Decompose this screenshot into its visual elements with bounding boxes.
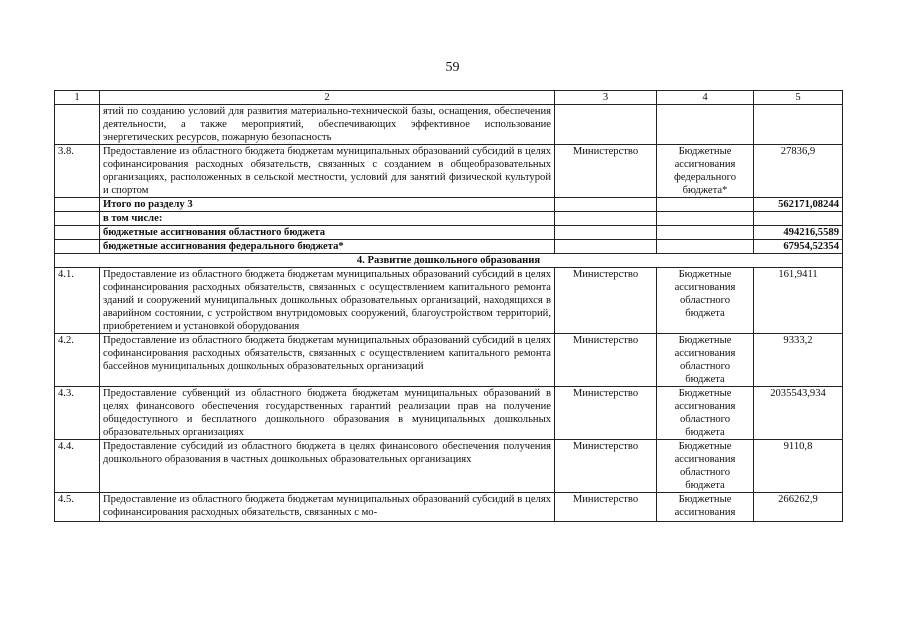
row-description: Предоставление из областного бюджета бюджетам муниципальных образований субсидий в целях софинансирования расходных обязательств, связанных с мо-: [100, 493, 555, 522]
row-funding-source: Бюджетные ассигнования областного бюджета: [657, 334, 754, 387]
budget-table: [54, 90, 843, 522]
column-header-row: [55, 91, 843, 105]
subtotal-regional-label: бюджетные ассигнования областного бюджета: [100, 226, 555, 240]
total-amount: 562171,08244: [754, 198, 843, 212]
row-organization: [555, 105, 657, 145]
table-row-4-1: [55, 268, 843, 334]
row-number: 4.4.: [55, 440, 100, 493]
row-amount: [754, 105, 843, 145]
column-header-3: 3: [555, 91, 657, 105]
subtotal-heading: в том числе:: [100, 212, 555, 226]
column-header-2: 2: [100, 91, 555, 105]
row-description: ятий по созданию условий для развития материально-технической базы, оснащения, обеспечения деятельности, а также мероприятий, обеспечивающих эффективное использование энергетических ресурсов, пожарную безопасность: [100, 105, 555, 145]
total-row: [55, 198, 843, 212]
column-header-1: 1: [55, 91, 100, 105]
subtotal-federal-amount: 67954,52354: [754, 240, 843, 254]
subtotal-regional-row: [55, 226, 843, 240]
row-amount: 2035543,934: [754, 387, 843, 440]
subtotal-federal-row: [55, 240, 843, 254]
row-organization: Министерство: [555, 440, 657, 493]
table-row-4-4: [55, 440, 843, 493]
table-row-4-5: [55, 493, 843, 522]
row-amount: 9110,8: [754, 440, 843, 493]
column-header-4: 4: [657, 91, 754, 105]
row-number: 4.3.: [55, 387, 100, 440]
row-description: Предоставление субсидий из областного бюджета в целях финансового обеспечения получения дошкольного образования в частных дошкольных образовательных организациях: [100, 440, 555, 493]
subtotal-regional-amount: 494216,5589: [754, 226, 843, 240]
row-funding-source: Бюджетные ассигнования областного бюджета: [657, 268, 754, 334]
table-row-4-3: [55, 387, 843, 440]
row-amount: 266262,9: [754, 493, 843, 522]
table-row-3-8: [55, 145, 843, 198]
subtotal-heading-row: [55, 212, 843, 226]
row-funding-source: Бюджетные ассигнования областного бюджета: [657, 387, 754, 440]
row-organization: Министерство: [555, 145, 657, 198]
row-amount: 161,9411: [754, 268, 843, 334]
page-number: 59: [445, 60, 460, 75]
row-number: [55, 105, 100, 145]
row-number: 4.2.: [55, 334, 100, 387]
section-title: 4. Развитие дошкольного образования: [55, 254, 843, 268]
table-row-4-2: [55, 334, 843, 387]
row-funding-source: Бюджетные ассигнования областного бюджета: [657, 440, 754, 493]
row-number: 3.8.: [55, 145, 100, 198]
row-organization: Министерство: [555, 493, 657, 522]
row-amount: 27836,9: [754, 145, 843, 198]
row-funding-source: [657, 105, 754, 145]
section-heading-row: [55, 254, 843, 268]
row-description: Предоставление из областного бюджета бюджетам муниципальных образований субсидий в целях софинансирования расходных обязательств, связанных с осуществлением капитального ремонта бассейнов муниципальных дошкольных образовательных организаций: [100, 334, 555, 387]
row-description: Предоставление субвенций из областного бюджета бюджетам муниципальных образований в целях финансового обеспечения государственных гарантий реализации прав на получение общедоступного и бесплатного дошкольного образования в муниципальных дошкольных образовательных организациях: [100, 387, 555, 440]
row-number: 4.5.: [55, 493, 100, 522]
table-row-continuation: [55, 105, 843, 145]
row-funding-source: Бюджетные ассигнования: [657, 493, 754, 522]
subtotal-federal-label: бюджетные ассигнования федерального бюджета*: [100, 240, 555, 254]
row-description: Предоставление из областного бюджета бюджетам муниципальных образований субсидий в целях софинансирования расходных обязательств, связанных с осуществлением капитального ремонта зданий и сооружений муниципальных дошкольных образовательных организаций, находящихся в аварийном состоянии, с устройством внутридомовых сооружений, благоустройством территорий, приобретением и установкой оборудования: [100, 268, 555, 334]
row-organization: Министерство: [555, 334, 657, 387]
row-organization: Министерство: [555, 387, 657, 440]
row-number: 4.1.: [55, 268, 100, 334]
total-label: Итого по разделу 3: [100, 198, 555, 212]
row-organization: Министерство: [555, 268, 657, 334]
column-header-5: 5: [754, 91, 843, 105]
row-funding-source: Бюджетные ассигнования федерального бюджета*: [657, 145, 754, 198]
row-description: Предоставление из областного бюджета бюджетам муниципальных образований субсидий в целях софинансирования расходных обязательств, связанных с созданием в общеобразовательных организациях, расположенных в сельской местности, условий для занятий физической культурой и спортом: [100, 145, 555, 198]
row-amount: 9333,2: [754, 334, 843, 387]
